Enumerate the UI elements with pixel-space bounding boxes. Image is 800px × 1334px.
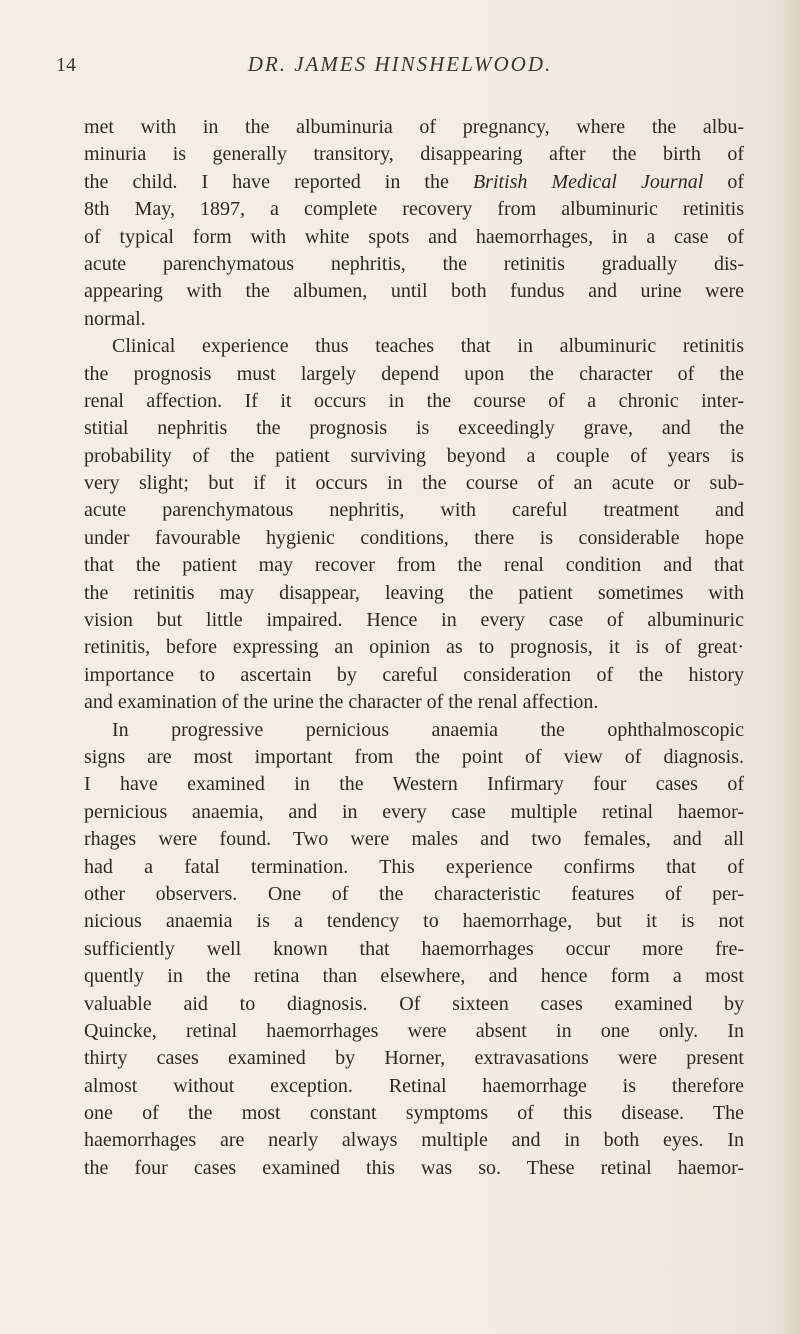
text-line: importance to ascertain by careful consideration of the history [84, 663, 744, 686]
text-line: quently in the retina than elsewhere, and hence form a most [84, 965, 744, 988]
paragraph-start: In progressive pernicious anaemia the ophthalmoscopic [112, 718, 744, 741]
text-line: vision but little impaired. Hence in every case of albuminuric [84, 609, 744, 632]
text-line: haemorrhages are nearly always multiple and in both eyes. In [84, 1129, 744, 1152]
text-line: minuria is generally transitory, disappearing after the birth of [84, 143, 744, 166]
text-line: pernicious anaemia, and in every case multiple retinal haemor- [84, 800, 744, 823]
text-line: appearing with the albumen, until both fundus and urine were [84, 280, 744, 303]
text-line: other observers. One of the characteristic features of per- [84, 882, 744, 905]
text-line: valuable aid to diagnosis. Of sixteen cases examined by [84, 992, 744, 1015]
text-line: the retinitis may disappear, leaving the patient sometimes with [84, 581, 744, 604]
text-line: almost without exception. Retinal haemorrhage is therefore [84, 1074, 744, 1097]
text-segment: the child. I have reported in the [84, 170, 449, 193]
text-line: probability of the patient surviving beyond a couple of years is [84, 444, 744, 467]
text-line: very slight; but if it occurs in the course of an acute or sub- [84, 472, 744, 495]
text-line: renal affection. If it occurs in the course of a chronic inter- [84, 389, 744, 412]
text-line: one of the most constant symptoms of this disease. The [84, 1102, 744, 1125]
text-line: rhages were found. Two were males and two females, and all [84, 828, 744, 851]
running-head [0, 50, 800, 80]
journal-title: British Medical Journal [472, 170, 704, 193]
text-line: of typical form with white spots and haemorrhages, in a case of [84, 225, 744, 248]
text-line: the four cases examined this was so. These retinal haemor- [84, 1156, 744, 1179]
text-line: acute parenchymatous nephritis, the retinitis gradually dis- [84, 252, 744, 275]
text-line: and examination of the urine the character of the renal affection. [84, 691, 599, 714]
text-line: met with in the albuminuria of pregnancy, where the albu- [84, 116, 744, 138]
text-line: retinitis, before expressing an opinion as to prognosis, it is of great· [84, 636, 744, 659]
text-line: thirty cases examined by Horner, extravasations were present [84, 1047, 744, 1070]
text-line: Quincke, retinal haemorrhages were absent in one only. In [84, 1019, 744, 1042]
running-title: DR. JAMES HINSHELWOOD. [247, 52, 553, 76]
text-line: I have examined in the Western Infirmary four cases of [84, 773, 744, 796]
page-number: 14 [56, 54, 76, 76]
body-text [84, 114, 744, 1182]
text-line: had a fatal termination. This experience confirms that of [84, 855, 744, 878]
text-line: normal. [84, 307, 146, 330]
page-edge-shadow [782, 0, 800, 1334]
text-line: sufficiently well known that haemorrhages occur more fre- [84, 937, 744, 960]
text-line: 8th May, 1897, a complete recovery from albuminuric retinitis [84, 198, 744, 221]
text-line: acute parenchymatous nephritis, with careful treatment and [84, 499, 744, 522]
text-line: stitial nephritis the prognosis is exceedingly grave, and the [84, 417, 744, 440]
text-segment: of [727, 170, 745, 193]
text-line: signs are most important from the point of view of diagnosis. [84, 745, 744, 768]
text-line-with-citation [84, 169, 744, 196]
text-line: nicious anaemia is a tendency to haemorrhage, but it is not [84, 910, 744, 933]
paragraph-start: Clinical experience thus teaches that in albuminuric retinitis [112, 335, 744, 358]
text-line: the prognosis must largely depend upon the character of the [84, 362, 744, 385]
text-line: under favourable hygienic conditions, there is considerable hope [84, 526, 744, 549]
text-line: that the patient may recover from the renal condition and that [84, 554, 744, 577]
